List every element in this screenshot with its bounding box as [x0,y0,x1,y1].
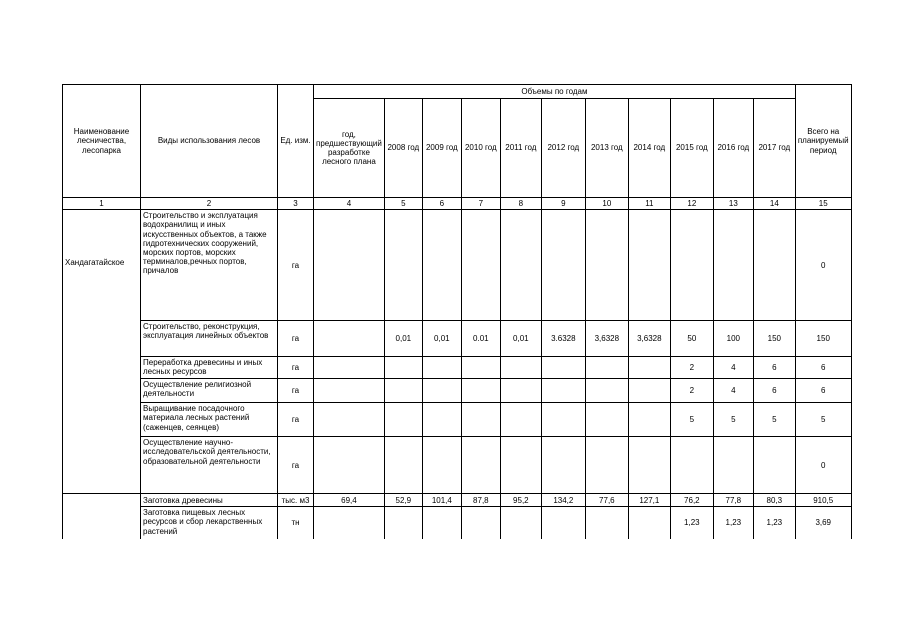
forest-use-table [62,84,852,539]
total-cell: 150 [795,321,851,357]
value-cell: 3,6328 [585,321,628,357]
header-forestry: Наименование лесничества, лесопарка [63,85,141,198]
value-cell: 3,6328 [628,321,670,357]
use-type-cell: Переработка древесины и иных лесных ресурсов [141,357,278,379]
value-cell: 127,1 [628,494,670,507]
value-cell: 69,4 [314,494,385,507]
use-type-cell: Выращивание посадочного материала лесных растений (саженцев, сеянцев) [141,403,278,437]
value-cell [628,403,670,437]
header-year: 2015 год [670,99,713,198]
total-cell: 0 [795,210,851,321]
value-cell [422,507,461,539]
value-cell [585,403,628,437]
value-cell [384,210,422,321]
value-cell [670,437,713,494]
value-cell [541,437,585,494]
value-cell [628,210,670,321]
value-cell: 4 [713,379,753,403]
header-year: 2008 год [384,99,422,198]
value-cell: 5 [713,403,753,437]
value-cell: 0,01 [422,321,461,357]
unit-cell: га [278,357,314,379]
total-cell: 3,69 [795,507,851,539]
header-year: 2016 год [713,99,753,198]
value-cell [713,437,753,494]
value-cell: 77,6 [585,494,628,507]
total-cell: 0 [795,437,851,494]
value-cell [422,210,461,321]
value-cell [500,403,541,437]
value-cell [314,210,385,321]
column-number: 4 [314,198,385,210]
header-use-type: Виды использования лесов [141,85,278,198]
column-number: 2 [141,198,278,210]
table-row [63,437,852,494]
use-type-cell: Осуществление религиозной деятельности [141,379,278,403]
forestry-name: Хандагатайское [63,210,141,494]
table-row [63,494,852,507]
value-cell [500,437,541,494]
value-cell [314,437,385,494]
table-row [63,507,852,539]
value-cell [585,357,628,379]
header-year: 2013 год [585,99,628,198]
value-cell [314,357,385,379]
value-cell: 6 [753,357,795,379]
value-cell [628,437,670,494]
column-number: 13 [713,198,753,210]
table-row [63,379,852,403]
use-type-cell: Заготовка пищевых лесных ресурсов и сбор лекарственных растений [141,507,278,539]
value-cell: 150 [753,321,795,357]
value-cell [461,210,500,321]
value-cell [628,357,670,379]
value-cell: 1,23 [713,507,753,539]
table-row [63,357,852,379]
header-year: 2017 год [753,99,795,198]
use-type-cell: Заготовка древесины [141,494,278,507]
value-cell [500,210,541,321]
value-cell [314,403,385,437]
value-cell [422,437,461,494]
header-total: Всего на планируемый период [795,85,851,198]
value-cell: 52,9 [384,494,422,507]
value-cell: 50 [670,321,713,357]
header-unit: Ед. изм. [278,85,314,198]
value-cell [500,379,541,403]
value-cell: 80,3 [753,494,795,507]
unit-cell: га [278,321,314,357]
value-cell: 0,01 [384,321,422,357]
forestry-name [63,494,141,539]
unit-cell: тыс. м3 [278,494,314,507]
value-cell: 0.01 [461,321,500,357]
column-number: 14 [753,198,795,210]
value-cell [713,210,753,321]
table-row [63,321,852,357]
column-number: 15 [795,198,851,210]
use-type-cell: Строительство, реконструкция, эксплуатация линейных объектов [141,321,278,357]
column-number: 6 [422,198,461,210]
value-cell [585,507,628,539]
table-row [63,210,852,321]
value-cell [314,379,385,403]
value-cell [585,210,628,321]
value-cell [422,379,461,403]
value-cell: 1,23 [753,507,795,539]
header-year: 2010 год [461,99,500,198]
value-cell [670,210,713,321]
column-number-row [63,198,852,210]
column-number: 3 [278,198,314,210]
value-cell: 5 [670,403,713,437]
value-cell [541,379,585,403]
value-cell [422,403,461,437]
value-cell [753,437,795,494]
column-number: 5 [384,198,422,210]
value-cell [384,379,422,403]
value-cell: 87,8 [461,494,500,507]
value-cell: 6 [753,379,795,403]
value-cell [500,357,541,379]
value-cell [384,357,422,379]
value-cell: 2 [670,379,713,403]
value-cell: 0,01 [500,321,541,357]
unit-cell: га [278,437,314,494]
value-cell: 5 [753,403,795,437]
value-cell [422,357,461,379]
use-type-cell: Строительство и эксплуатация водохранилищ и иных искусственных объектов, а также гидротехнических сооружений, морских портов, морских терминалов,речных портов, причалов [141,210,278,321]
value-cell: 101,4 [422,494,461,507]
value-cell [585,379,628,403]
value-cell [541,210,585,321]
value-cell [314,507,385,539]
value-cell [500,507,541,539]
value-cell: 134,2 [541,494,585,507]
value-cell [314,321,385,357]
value-cell [628,507,670,539]
use-type-cell: Осуществление научно-исследовательской деятельности, образовательной деятельности [141,437,278,494]
value-cell [384,437,422,494]
value-cell [461,437,500,494]
value-cell [541,357,585,379]
header-volumes: Объемы по годам [314,85,796,99]
value-cell [461,507,500,539]
value-cell [585,437,628,494]
column-number: 12 [670,198,713,210]
value-cell [461,357,500,379]
value-cell [384,403,422,437]
header-prior-year: год, предшествующий разработке лесного плана [314,99,385,198]
value-cell: 77,8 [713,494,753,507]
unit-cell: тн [278,507,314,539]
value-cell: 2 [670,357,713,379]
unit-cell: га [278,379,314,403]
value-cell [461,403,500,437]
column-number: 10 [585,198,628,210]
column-number: 8 [500,198,541,210]
column-number: 9 [541,198,585,210]
table-row [63,403,852,437]
column-number: 1 [63,198,141,210]
unit-cell: га [278,210,314,321]
value-cell [541,403,585,437]
value-cell: 95,2 [500,494,541,507]
value-cell [628,379,670,403]
header-year: 2009 год [422,99,461,198]
value-cell: 1,23 [670,507,713,539]
header-year: 2014 год [628,99,670,198]
value-cell: 4 [713,357,753,379]
value-cell: 100 [713,321,753,357]
header-year: 2012 год [541,99,585,198]
column-number: 7 [461,198,500,210]
value-cell [753,210,795,321]
header-year: 2011 год [500,99,541,198]
total-cell: 910,5 [795,494,851,507]
total-cell: 6 [795,379,851,403]
unit-cell: га [278,403,314,437]
total-cell: 6 [795,357,851,379]
total-cell: 5 [795,403,851,437]
value-cell [461,379,500,403]
value-cell: 3.6328 [541,321,585,357]
value-cell: 76,2 [670,494,713,507]
column-number: 11 [628,198,670,210]
value-cell [541,507,585,539]
value-cell [384,507,422,539]
